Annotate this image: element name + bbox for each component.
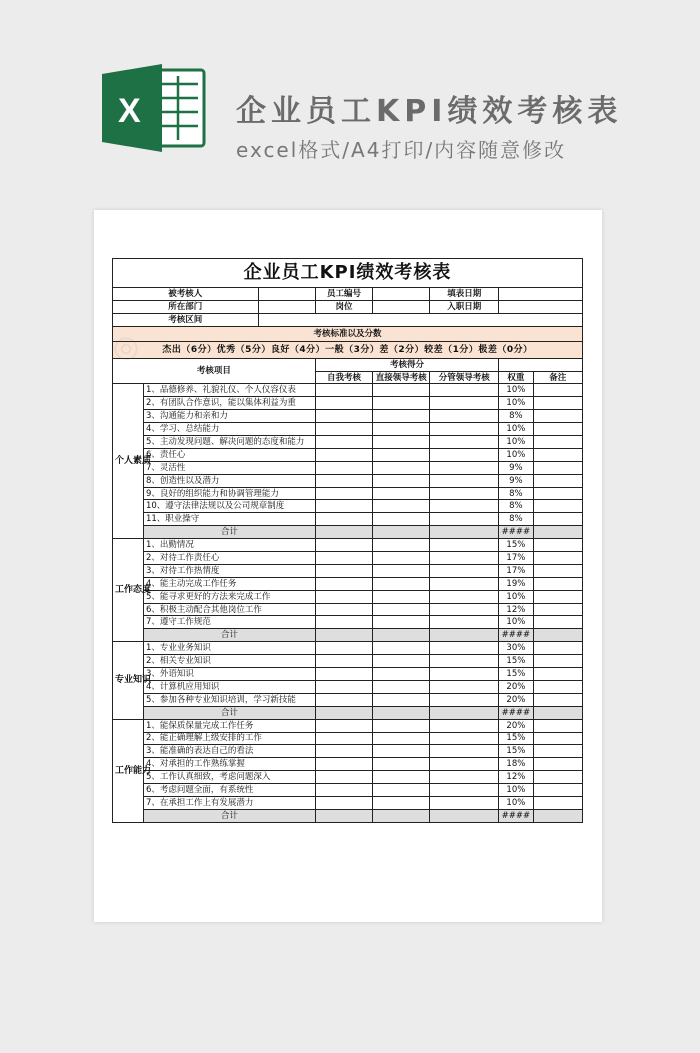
note-cell[interactable]	[533, 513, 582, 526]
total-label: 合计	[143, 809, 315, 822]
supervisor-score-cell[interactable]	[430, 552, 499, 565]
direct-score-cell[interactable]	[373, 680, 430, 693]
self-score-cell[interactable]	[315, 796, 372, 809]
direct-score-cell[interactable]	[373, 577, 430, 590]
self-score-cell[interactable]	[315, 384, 372, 397]
weight-cell: 15%	[499, 539, 533, 552]
employee-no-value[interactable]	[373, 288, 430, 301]
total-supervisor-cell	[430, 526, 499, 539]
weight-cell: 9%	[499, 474, 533, 487]
sheet-title: 企业员工KPI绩效考核表	[113, 259, 583, 288]
item-row	[113, 758, 583, 771]
note-cell[interactable]	[533, 487, 582, 500]
note-cell[interactable]	[533, 603, 582, 616]
self-score-cell[interactable]	[315, 461, 372, 474]
item-header: 考核项目	[113, 358, 316, 384]
item-label: 5、工作认真细致，考虑问题深入	[143, 771, 315, 784]
total-weight: ####	[499, 706, 533, 719]
direct-score-cell[interactable]	[373, 487, 430, 500]
supervisor-score-cell[interactable]	[430, 410, 499, 423]
join-date-label: 入职日期	[430, 300, 499, 313]
note-cell[interactable]	[533, 448, 582, 461]
self-score-cell[interactable]	[315, 564, 372, 577]
direct-score-cell[interactable]	[373, 461, 430, 474]
total-row	[113, 526, 583, 539]
direct-score-cell[interactable]	[373, 784, 430, 797]
self-score-cell[interactable]	[315, 423, 372, 436]
department-label: 所在部门	[113, 300, 259, 313]
note-cell[interactable]	[533, 397, 582, 410]
item-row	[113, 564, 583, 577]
self-score-cell[interactable]	[315, 603, 372, 616]
self-score-cell[interactable]	[315, 655, 372, 668]
item-row	[113, 448, 583, 461]
weight-cell: 8%	[499, 487, 533, 500]
self-score-cell[interactable]	[315, 693, 372, 706]
item-label: 1、出勤情况	[143, 539, 315, 552]
self-score-cell[interactable]	[315, 590, 372, 603]
total-weight: ####	[499, 526, 533, 539]
self-score-cell[interactable]	[315, 487, 372, 500]
direct-header: 直接领导考核	[373, 371, 430, 384]
weight-cell: 8%	[499, 513, 533, 526]
note-cell[interactable]	[533, 423, 582, 436]
excel-logo-letter: X	[118, 92, 141, 130]
note-cell[interactable]	[533, 655, 582, 668]
item-row	[113, 423, 583, 436]
supervisor-score-cell[interactable]	[430, 500, 499, 513]
total-row	[113, 629, 583, 642]
item-label: 6、考虑问题全面，有系统性	[143, 784, 315, 797]
direct-score-cell[interactable]	[373, 732, 430, 745]
total-label: 合计	[143, 629, 315, 642]
note-cell[interactable]	[533, 693, 582, 706]
supervisor-score-cell[interactable]	[430, 384, 499, 397]
direct-score-cell[interactable]	[373, 719, 430, 732]
note-cell[interactable]	[533, 436, 582, 449]
total-direct-cell	[373, 809, 430, 822]
self-score-cell[interactable]	[315, 577, 372, 590]
item-label: 11、职业操守	[143, 513, 315, 526]
item-label: 5、参加各种专业知识培训，学习新技能	[143, 693, 315, 706]
category-label: 工作能力	[113, 719, 144, 822]
self-score-cell[interactable]	[315, 513, 372, 526]
total-note-cell	[533, 526, 582, 539]
self-score-cell[interactable]	[315, 784, 372, 797]
direct-score-cell[interactable]	[373, 616, 430, 629]
self-score-cell[interactable]	[315, 474, 372, 487]
item-row	[113, 668, 583, 681]
total-weight: ####	[499, 629, 533, 642]
direct-score-cell[interactable]	[373, 410, 430, 423]
total-note-cell	[533, 706, 582, 719]
weight-cell: 17%	[499, 552, 533, 565]
item-label: 4、学习、总结能力	[143, 423, 315, 436]
supervisor-score-cell[interactable]	[430, 758, 499, 771]
item-label: 10、遵守法律法规以及公司规章制度	[143, 500, 315, 513]
item-label: 7、灵活性	[143, 461, 315, 474]
weight-cell: 10%	[499, 448, 533, 461]
total-note-cell	[533, 629, 582, 642]
self-score-cell[interactable]	[315, 745, 372, 758]
item-row	[113, 642, 583, 655]
weight-cell: 10%	[499, 784, 533, 797]
item-label: 2、有团队合作意识，能以集体利益为重	[143, 397, 315, 410]
total-note-cell	[533, 809, 582, 822]
note-cell[interactable]	[533, 552, 582, 565]
item-row	[113, 436, 583, 449]
item-row	[113, 552, 583, 565]
item-label: 4、对承担的工作熟练掌握	[143, 758, 315, 771]
note-cell[interactable]	[533, 758, 582, 771]
total-direct-cell	[373, 526, 430, 539]
supervisor-score-cell[interactable]	[430, 513, 499, 526]
total-supervisor-cell	[430, 629, 499, 642]
item-row	[113, 474, 583, 487]
self-score-cell[interactable]	[315, 539, 372, 552]
category-label: 工作态度	[113, 539, 144, 642]
self-score-cell[interactable]	[315, 719, 372, 732]
direct-score-cell[interactable]	[373, 745, 430, 758]
self-score-cell[interactable]	[315, 410, 372, 423]
direct-score-cell[interactable]	[373, 693, 430, 706]
weight-cell: 18%	[499, 758, 533, 771]
position-value[interactable]	[373, 300, 430, 313]
item-row	[113, 655, 583, 668]
self-score-cell[interactable]	[315, 500, 372, 513]
item-label: 5、能寻求更好的方法来完成工作	[143, 590, 315, 603]
weight-cell: 10%	[499, 384, 533, 397]
self-score-cell[interactable]	[315, 616, 372, 629]
supervisor-score-cell[interactable]	[430, 397, 499, 410]
supervisor-score-cell[interactable]	[430, 590, 499, 603]
item-label: 9、良好的组织能力和协调管理能力	[143, 487, 315, 500]
fill-date-value[interactable]	[499, 288, 583, 301]
item-row	[113, 410, 583, 423]
weight-cell: 10%	[499, 796, 533, 809]
standard-title: 考核标准以及分数	[113, 326, 583, 341]
item-row	[113, 796, 583, 809]
weight-cell: 20%	[499, 693, 533, 706]
total-supervisor-cell	[430, 809, 499, 822]
supervisor-score-cell[interactable]	[430, 771, 499, 784]
weight-cell: 19%	[499, 577, 533, 590]
department-value[interactable]	[258, 300, 315, 313]
weight-cell: 9%	[499, 461, 533, 474]
note-cell[interactable]	[533, 680, 582, 693]
item-label: 7、在承担工作上有发展潜力	[143, 796, 315, 809]
assessee-label: 被考核人	[113, 288, 259, 301]
weight-cell: 17%	[499, 564, 533, 577]
direct-score-cell[interactable]	[373, 796, 430, 809]
item-row	[113, 539, 583, 552]
supervisor-score-cell[interactable]	[430, 784, 499, 797]
note-cell[interactable]	[533, 474, 582, 487]
supervisor-score-cell[interactable]	[430, 616, 499, 629]
position-label: 岗位	[315, 300, 372, 313]
employee-no-label: 员工编号	[315, 288, 372, 301]
direct-score-cell[interactable]	[373, 590, 430, 603]
item-label: 1、专业业务知识	[143, 642, 315, 655]
weight-cell: 20%	[499, 719, 533, 732]
item-label: 2、能正确理解上级安排的工作	[143, 732, 315, 745]
direct-score-cell[interactable]	[373, 539, 430, 552]
item-row	[113, 680, 583, 693]
item-row	[113, 732, 583, 745]
item-row	[113, 771, 583, 784]
supervisor-score-cell[interactable]	[430, 436, 499, 449]
total-weight: ####	[499, 809, 533, 822]
self-score-cell[interactable]	[315, 771, 372, 784]
supervisor-score-cell[interactable]	[430, 680, 499, 693]
supervisor-score-cell[interactable]	[430, 474, 499, 487]
item-label: 5、主动发现问题、解决问题的态度和能力	[143, 436, 315, 449]
weight-cell: 30%	[499, 642, 533, 655]
standard-detail: 杰出（6分）优秀（5分）良好（4分）一般（3分）差（2分）较差（1分）极差（0分）	[113, 341, 583, 358]
note-header: 备注	[533, 371, 582, 384]
note-cell[interactable]	[533, 616, 582, 629]
supervisor-score-cell[interactable]	[430, 732, 499, 745]
weight-cell: 20%	[499, 680, 533, 693]
note-cell[interactable]	[533, 539, 582, 552]
item-row	[113, 693, 583, 706]
item-row	[113, 719, 583, 732]
item-label: 4、能主动完成工作任务	[143, 577, 315, 590]
item-row	[113, 603, 583, 616]
direct-score-cell[interactable]	[373, 552, 430, 565]
weight-cell: 10%	[499, 616, 533, 629]
item-row	[113, 616, 583, 629]
direct-score-cell[interactable]	[373, 500, 430, 513]
self-score-cell[interactable]	[315, 397, 372, 410]
direct-score-cell[interactable]	[373, 668, 430, 681]
self-score-cell[interactable]	[315, 668, 372, 681]
item-row	[113, 784, 583, 797]
weight-cell: 15%	[499, 668, 533, 681]
supervisor-score-cell[interactable]	[430, 668, 499, 681]
total-self-cell	[315, 809, 372, 822]
item-row	[113, 384, 583, 397]
total-direct-cell	[373, 706, 430, 719]
item-row	[113, 745, 583, 758]
direct-score-cell[interactable]	[373, 771, 430, 784]
promo-title: 企业员工KPI绩效考核表	[236, 94, 623, 129]
category-label: 个人素质	[113, 384, 144, 539]
supervisor-score-cell[interactable]	[430, 448, 499, 461]
item-label: 1、品德修养、礼貌礼仪、个人仪容仪表	[143, 384, 315, 397]
note-cell[interactable]	[533, 384, 582, 397]
total-label: 合计	[143, 706, 315, 719]
category-label: 专业知识	[113, 642, 144, 719]
note-cell[interactable]	[533, 564, 582, 577]
item-row	[113, 461, 583, 474]
weight-cell: 12%	[499, 603, 533, 616]
self-header: 自我考核	[315, 371, 372, 384]
direct-score-cell[interactable]	[373, 564, 430, 577]
item-label: 3、对待工作热情度	[143, 564, 315, 577]
period-value[interactable]	[258, 313, 582, 326]
note-cell[interactable]	[533, 577, 582, 590]
item-label: 3、沟通能力和亲和力	[143, 410, 315, 423]
item-label: 1、能保质保量完成工作任务	[143, 719, 315, 732]
note-cell[interactable]	[533, 410, 582, 423]
supervisor-score-cell[interactable]	[430, 564, 499, 577]
item-label: 7、遵守工作规范	[143, 616, 315, 629]
item-row	[113, 590, 583, 603]
supervisor-score-cell[interactable]	[430, 642, 499, 655]
weight-cell: 8%	[499, 500, 533, 513]
fill-date-label: 填表日期	[430, 288, 499, 301]
self-score-cell[interactable]	[315, 552, 372, 565]
weight-cell: 10%	[499, 423, 533, 436]
direct-score-cell[interactable]	[373, 397, 430, 410]
direct-score-cell[interactable]	[373, 655, 430, 668]
excel-logo-icon	[100, 60, 208, 156]
supervisor-header: 分管领导考核	[430, 371, 499, 384]
total-row	[113, 809, 583, 822]
weight-cell: 15%	[499, 745, 533, 758]
weight-cell: 15%	[499, 732, 533, 745]
supervisor-score-cell[interactable]	[430, 577, 499, 590]
total-supervisor-cell	[430, 706, 499, 719]
note-cell[interactable]	[533, 590, 582, 603]
weight-cell: 10%	[499, 436, 533, 449]
self-score-cell[interactable]	[315, 436, 372, 449]
supervisor-score-cell[interactable]	[430, 461, 499, 474]
note-cell[interactable]	[533, 461, 582, 474]
sheet-paper	[94, 210, 602, 922]
direct-score-cell[interactable]	[373, 384, 430, 397]
item-label: 3、外语知识	[143, 668, 315, 681]
direct-score-cell[interactable]	[373, 448, 430, 461]
weight-cell: 12%	[499, 771, 533, 784]
total-self-cell	[315, 706, 372, 719]
note-cell[interactable]	[533, 500, 582, 513]
promo-header	[0, 0, 700, 200]
total-self-cell	[315, 629, 372, 642]
supervisor-score-cell[interactable]	[430, 603, 499, 616]
self-score-cell[interactable]	[315, 448, 372, 461]
item-label: 8、创造性以及潜力	[143, 474, 315, 487]
total-label: 合计	[143, 526, 315, 539]
item-label: 2、对待工作责任心	[143, 552, 315, 565]
kpi-table	[112, 258, 583, 823]
supervisor-score-cell[interactable]	[430, 655, 499, 668]
item-label: 2、相关专业知识	[143, 655, 315, 668]
item-row	[113, 500, 583, 513]
promo-subtitle: excel格式/A4打印/内容随意修改	[236, 138, 567, 162]
direct-score-cell[interactable]	[373, 436, 430, 449]
direct-score-cell[interactable]	[373, 513, 430, 526]
self-score-cell[interactable]	[315, 758, 372, 771]
note-cell[interactable]	[533, 784, 582, 797]
join-date-value[interactable]	[499, 300, 583, 313]
self-score-cell[interactable]	[315, 680, 372, 693]
score-group-blank	[499, 358, 583, 371]
note-cell[interactable]	[533, 719, 582, 732]
note-cell[interactable]	[533, 745, 582, 758]
item-label: 3、能准确的表达自己的看法	[143, 745, 315, 758]
item-row	[113, 397, 583, 410]
supervisor-score-cell[interactable]	[430, 539, 499, 552]
supervisor-score-cell[interactable]	[430, 487, 499, 500]
item-label: 6、责任心	[143, 448, 315, 461]
direct-score-cell[interactable]	[373, 758, 430, 771]
total-direct-cell	[373, 629, 430, 642]
supervisor-score-cell[interactable]	[430, 796, 499, 809]
direct-score-cell[interactable]	[373, 603, 430, 616]
item-label: 6、积极主动配合其他岗位工作	[143, 603, 315, 616]
note-cell[interactable]	[533, 771, 582, 784]
weight-cell: 8%	[499, 410, 533, 423]
score-group-header: 考核得分	[315, 358, 498, 371]
supervisor-score-cell[interactable]	[430, 693, 499, 706]
weight-cell: 10%	[499, 590, 533, 603]
item-row	[113, 513, 583, 526]
note-cell[interactable]	[533, 796, 582, 809]
weight-header: 权重	[499, 371, 533, 384]
item-row	[113, 487, 583, 500]
weight-cell: 10%	[499, 397, 533, 410]
period-label: 考核区间	[113, 313, 259, 326]
note-cell[interactable]	[533, 642, 582, 655]
item-label: 4、计算机应用知识	[143, 680, 315, 693]
assessee-value[interactable]	[258, 288, 315, 301]
weight-cell: 15%	[499, 655, 533, 668]
supervisor-score-cell[interactable]	[430, 719, 499, 732]
note-cell[interactable]	[533, 732, 582, 745]
supervisor-score-cell[interactable]	[430, 745, 499, 758]
direct-score-cell[interactable]	[373, 642, 430, 655]
self-score-cell[interactable]	[315, 642, 372, 655]
total-row	[113, 706, 583, 719]
supervisor-score-cell[interactable]	[430, 423, 499, 436]
total-self-cell	[315, 526, 372, 539]
item-row	[113, 577, 583, 590]
direct-score-cell[interactable]	[373, 423, 430, 436]
self-score-cell[interactable]	[315, 732, 372, 745]
direct-score-cell[interactable]	[373, 474, 430, 487]
note-cell[interactable]	[533, 668, 582, 681]
